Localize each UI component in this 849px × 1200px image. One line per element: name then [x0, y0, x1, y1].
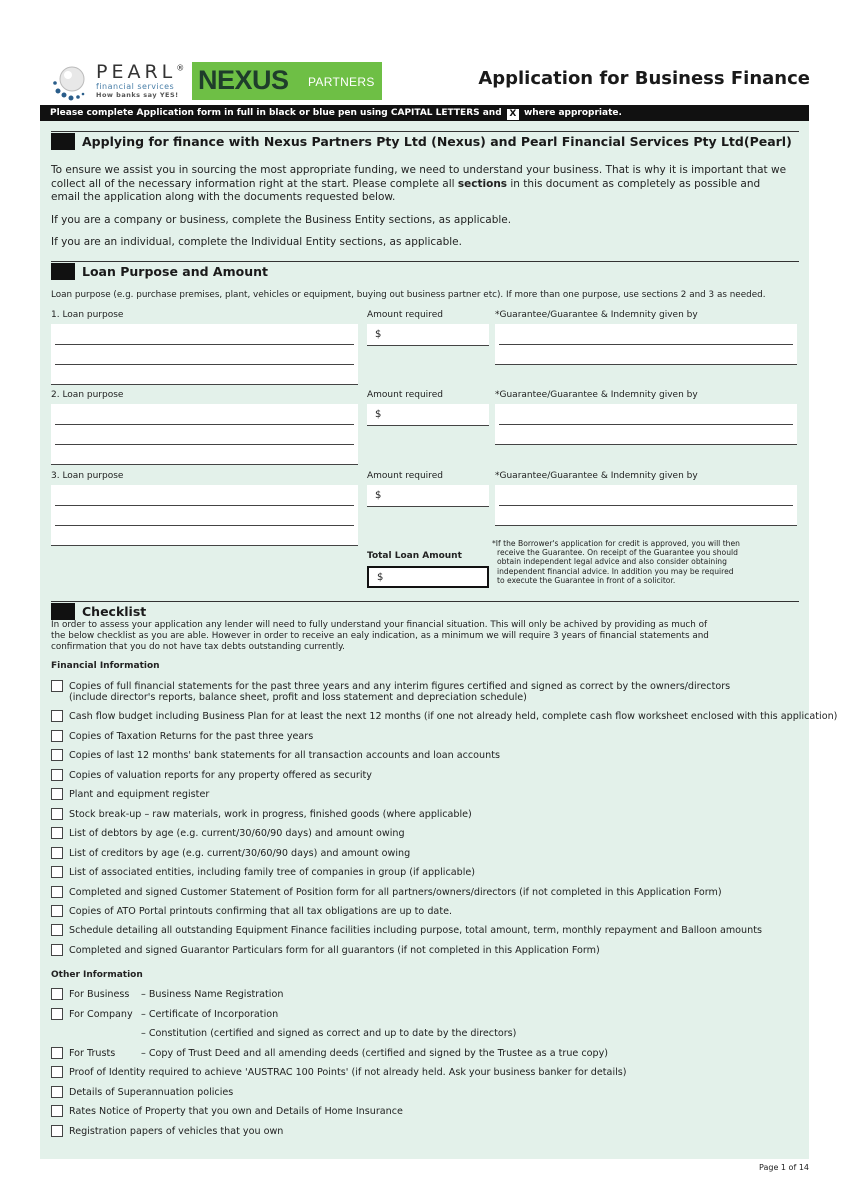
checklist-item-label: Copies of last 12 months' bank statements for all transaction accounts and loan accounts: [69, 750, 500, 761]
checklist-item-label: Registration papers of vehicles that you own: [69, 1126, 284, 1137]
note-line: receive the Guarantee. On receipt of the Guarantee you should: [497, 548, 738, 558]
checkbox[interactable]: [51, 1047, 63, 1059]
checkbox[interactable]: [51, 988, 63, 1000]
checkbox[interactable]: [51, 827, 63, 839]
checkbox[interactable]: [51, 1008, 63, 1020]
nexus-brand-word: NEXUS: [198, 65, 289, 95]
page-header: [50, 60, 810, 102]
nexus-logo: [192, 62, 382, 100]
checkbox[interactable]: [51, 1125, 63, 1137]
individual-entity-note: If you are an individual, complete the Individual Entity sections, as applicable.: [51, 236, 462, 248]
pearl-logo: [50, 60, 190, 102]
section-title: Loan Purpose and Amount: [82, 264, 268, 279]
amount-required-3-field[interactable]: [367, 485, 489, 507]
amount-required-label: Amount required: [367, 310, 443, 320]
form-panel: [40, 121, 838, 1159]
checklist-intro-line: confirmation that you do not have tax debts outstanding currently.: [51, 642, 345, 652]
currency-symbol: $: [375, 329, 382, 340]
checkbox[interactable]: [51, 680, 63, 692]
note-line: independent financial advice. In addition you may be required: [497, 566, 734, 576]
checklist-item-label: Copies of valuation reports for any property offered as security: [69, 770, 372, 781]
total-loan-amount-label: Total Loan Amount: [367, 551, 462, 561]
checklist-item-label: Stock break-up – raw materials, work in progress, finished goods (where applicable): [69, 809, 472, 820]
amount-required-2-field[interactable]: [367, 404, 489, 426]
section-applying-header: [51, 131, 799, 151]
entity-type-label: For Trusts: [69, 1048, 116, 1059]
checkbox[interactable]: [51, 730, 63, 742]
amount-required-label: Amount required: [367, 390, 443, 400]
checkbox[interactable]: [51, 886, 63, 898]
checklist-item-label: Copies of Taxation Returns for the past three years: [69, 731, 314, 742]
checkbox[interactable]: [51, 769, 63, 781]
entity-requirement: – Constitution (certified and signed as correct and up to date by the directors): [141, 1028, 517, 1039]
checkbox[interactable]: [51, 944, 63, 956]
section-marker-icon: [51, 263, 75, 280]
instruction-text-start: Please complete Application form in full in black or blue pen using CAPITAL LETTERS and: [50, 108, 502, 118]
checkbox[interactable]: [51, 924, 63, 936]
guarantee-3-field[interactable]: [495, 485, 797, 526]
entity-requirement: – Copy of Trust Deed and all amending deeds (certified and signed by the Trustee as a true copy): [141, 1048, 609, 1059]
entity-type-label: For Company: [69, 1009, 133, 1020]
section-title: Checklist: [82, 604, 147, 619]
checklist-item-label: List of debtors by age (e.g. current/30/60/90 days) and amount owing: [69, 828, 405, 839]
guarantee-note: [492, 539, 792, 585]
checklist-item-label: Completed and signed Guarantor Particulars form for all guarantors (if not completed in this Application Form): [69, 945, 600, 956]
section-checklist-header: [51, 601, 799, 621]
checkbox[interactable]: [51, 1105, 63, 1117]
guarantee-label: *Guarantee/Guarantee & Indemnity given by: [495, 310, 698, 320]
loan-purpose-label: 1. Loan purpose: [51, 310, 124, 320]
currency-symbol: $: [377, 572, 384, 583]
checklist-item-label: Proof of Identity required to achieve 'AUSTRAC 100 Points' (if not already held. Ask your business banker for details): [69, 1067, 627, 1078]
checklist-item-label-cont: (include director's reports, balance sheet, profit and loss statement and depreciation schedule): [69, 692, 527, 703]
checklist-item-label: Copies of full financial statements for the past three years and any interim figures certified and signed as correct by the owners/directors: [69, 681, 731, 692]
instruction-bar: [40, 105, 809, 121]
pearl-brand-name: PEARL: [96, 61, 177, 83]
amount-required-label: Amount required: [367, 471, 443, 481]
checklist-item-label: List of associated entities, including family tree of companies in group (if applicable): [69, 867, 476, 878]
business-entity-note: If you are a company or business, complete the Business Entity sections, as applicable.: [51, 214, 512, 226]
checklist-item-label: Details of Superannuation policies: [69, 1087, 234, 1098]
pearl-subtitle: financial services: [96, 82, 175, 91]
checklist-intro-line: In order to assess your application any lender will need to fully understand your financial situation. This will only be achived by providing as much of: [51, 620, 708, 630]
instruction-text-end: where appropriate.: [523, 108, 622, 118]
financial-information-heading: Financial Information: [51, 661, 160, 671]
checklist-intro-line: the below checklist as you are able. However in order to receive an ealy indication, as a minimum we will require 3 years of financial statements and: [51, 631, 709, 641]
amount-required-1-field[interactable]: [367, 324, 489, 346]
checklist-item-label: Completed and signed Customer Statement of Position form for all partners/owners/directors (if not completed in this Application Form): [69, 887, 722, 898]
checklist-item-label: Copies of ATO Portal printouts confirming that all tax obligations are up to date.: [69, 906, 453, 917]
loan-purpose-label: 2. Loan purpose: [51, 390, 124, 400]
checklist-item-label: Schedule detailing all outstanding Equipment Finance facilities including purpose, total amount, term, monthly repayment and Balloon amounts: [69, 925, 762, 936]
note-line: *If the Borrower's application for credit is approved, you will then: [492, 539, 740, 548]
checklist-item-label: Rates Notice of Property that you own and Details of Home Insurance: [69, 1106, 403, 1117]
guarantee-label: *Guarantee/Guarantee & Indemnity given by: [495, 390, 698, 400]
page-number: Page 1 of 14: [759, 1163, 809, 1172]
checkbox[interactable]: [51, 1066, 63, 1078]
note-line: obtain independent legal advice and also consider obtaining: [497, 557, 727, 567]
checkbox[interactable]: [51, 788, 63, 800]
checkbox[interactable]: [51, 749, 63, 761]
intro-text-b: in this document as completely as possible and email the application along with the documents requested below.: [51, 177, 761, 203]
loan-purpose-2-field[interactable]: [51, 404, 358, 465]
checkbox[interactable]: [51, 710, 63, 722]
loan-purpose-intro: Loan purpose (e.g. purchase premises, plant, vehicles or equipment, buying out business partner etc). If more than one purpose, use sections 2 and 3 as needed.: [51, 290, 766, 300]
loan-purpose-label: 3. Loan purpose: [51, 471, 124, 481]
checkbox[interactable]: [51, 808, 63, 820]
checkbox[interactable]: [51, 1086, 63, 1098]
checkbox[interactable]: [51, 905, 63, 917]
total-loan-amount-field[interactable]: [367, 566, 489, 588]
checklist-item-label: Cash flow budget including Business Plan for at least the next 12 months (if one not already held, complete cash flow worksheet enclosed with this application): [69, 711, 838, 722]
entity-requirement: – Certificate of Incorporation: [141, 1009, 279, 1020]
loan-purpose-3-field[interactable]: [51, 485, 358, 546]
pearl-tagline: How banks say YES!: [96, 91, 179, 99]
section-loan-header: [51, 261, 799, 281]
intro-text-a: To ensure we assist you in sourcing the most appropriate funding, we need to understand your business. That is why it is important that we collect all of the necessary information right at the start. Please complete all: [51, 164, 787, 190]
entity-type-label: For Business: [69, 989, 130, 1000]
guarantee-label: *Guarantee/Guarantee & Indemnity given by: [495, 471, 698, 481]
intro-paragraph: [51, 164, 791, 205]
checkbox[interactable]: [51, 847, 63, 859]
document-title: Application for Business Finance: [478, 68, 810, 89]
section-marker-icon: [51, 133, 75, 150]
checklist-item-label: List of creditors by age (e.g. current/30/60/90 days) and amount owing: [69, 848, 411, 859]
pearl-registered-mark: ®: [176, 63, 185, 73]
pearl-dots-icon: [52, 62, 92, 102]
note-line: to execute the Guarantee in front of a solicitor.: [497, 575, 676, 585]
intro-text-bold: sections: [457, 177, 508, 190]
other-information-heading: Other Information: [51, 970, 143, 980]
x-mark-icon: X: [507, 109, 519, 120]
checkbox[interactable]: [51, 866, 63, 878]
guarantee-2-field[interactable]: [495, 404, 797, 445]
guarantee-1-field[interactable]: [495, 324, 797, 365]
section-title: Applying for finance with Nexus Partners Pty Ltd (Nexus) and Pearl Financial Services Pty Ltd(Pearl): [82, 134, 792, 149]
nexus-partners-word: PARTNERS: [308, 75, 375, 89]
section-marker-icon: [51, 603, 75, 620]
checklist-intro: [51, 620, 791, 653]
currency-symbol: $: [375, 409, 382, 420]
checklist-item-label: Plant and equipment register: [69, 789, 210, 800]
currency-symbol: $: [375, 490, 382, 501]
entity-requirement: – Business Name Registration: [141, 989, 284, 1000]
loan-purpose-1-field[interactable]: [51, 324, 358, 385]
